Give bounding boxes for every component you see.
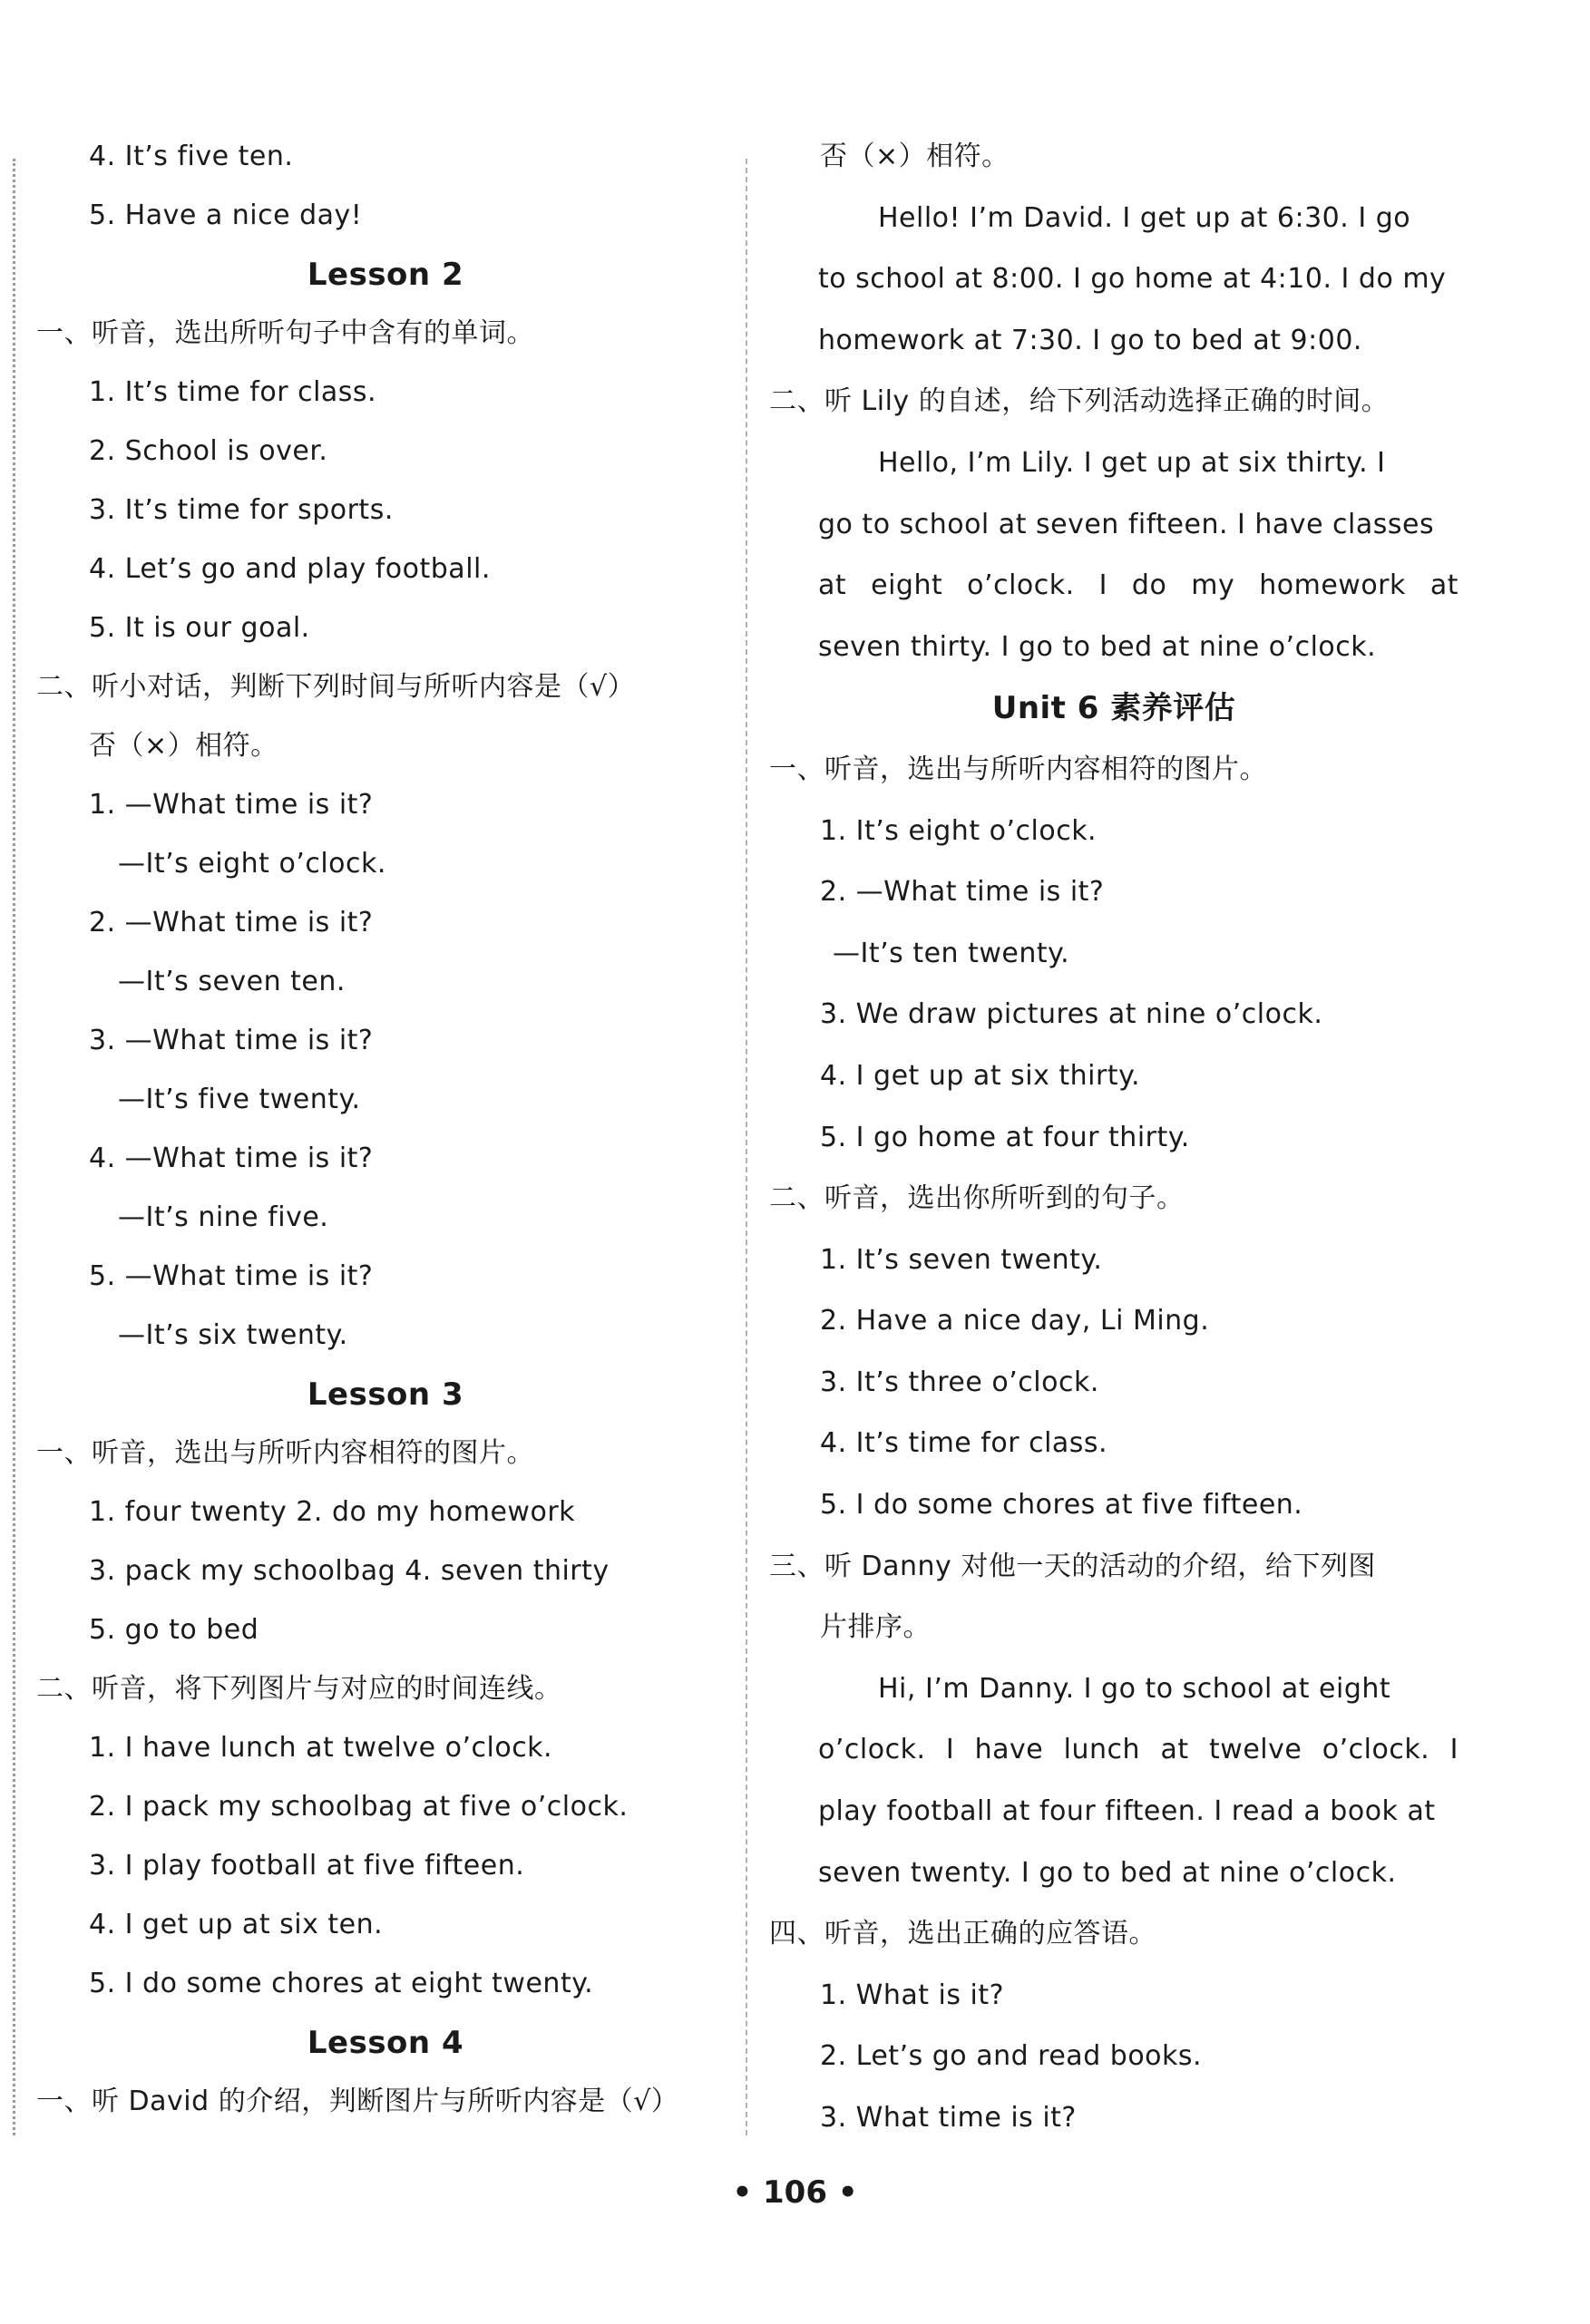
answer-line: 2. —What time is it?: [820, 876, 1105, 909]
answer-line: 4. It’s five ten.: [89, 141, 294, 172]
answer-line: 4. I get up at six ten.: [89, 1909, 384, 1940]
dialogue-reply-line: —It’s eight o’clock.: [118, 848, 386, 880]
transcript-line: Hello! I’m David. I get up at 6:30. I go: [878, 201, 1411, 234]
answer-line: 1. I have lunch at twelve o’clock.: [89, 1732, 553, 1764]
transcript-line: go to school at seven fifteen. I have classes: [818, 508, 1435, 540]
lesson-heading: Lesson 4: [307, 2025, 464, 2061]
exercise-instruction: 一、听音，选出与所听内容相符的图片。: [36, 1437, 534, 1469]
answer-line: 2. School is over.: [89, 435, 328, 467]
exercise-instruction: 一、听 David 的介绍，判断图片与所听内容是（√）: [36, 2086, 679, 2117]
answer-line: 5. Have a nice day!: [89, 199, 363, 231]
answer-line: 5. I go home at four thirty.: [820, 1121, 1190, 1153]
right-column: [769, 143, 1458, 2166]
answer-line: 3. pack my schoolbag 4. seven thirty: [89, 1555, 610, 1587]
exercise-instruction: 一、听音，选出与所听内容相符的图片。: [769, 753, 1267, 785]
answer-line: 3. What time is it?: [820, 2102, 1077, 2134]
answer-line: 2. —What time is it?: [89, 907, 374, 938]
answer-line: 5. I do some chores at eight twenty.: [89, 1968, 594, 1999]
exercise-instruction: 一、听音，选出所听句子中含有的单词。: [36, 317, 534, 349]
answer-line: 3. —What time is it?: [89, 1025, 374, 1056]
lesson-heading: Unit 6 素养评估: [991, 690, 1236, 727]
answer-line: 1. It’s seven twenty.: [820, 1243, 1103, 1276]
transcript-line: Hi, I’m Danny. I go to school at eight: [878, 1672, 1391, 1705]
exercise-instruction: 二、听 Lily 的自述，给下列活动选择正确的时间。: [769, 385, 1390, 418]
answer-line: 4. —What time is it?: [89, 1143, 374, 1174]
exercise-instruction: 四、听音，选出正确的应答语。: [769, 1918, 1156, 1950]
dialogue-reply-line: —It’s six twenty.: [118, 1319, 348, 1351]
answer-line: 2. Have a nice day, Li Ming.: [820, 1305, 1210, 1337]
exercise-instruction: 三、听 Danny 对他一天的活动的介绍，给下列图: [769, 1550, 1376, 1582]
answer-line: 3. It’s three o’clock.: [820, 1366, 1099, 1398]
transcript-line: seven twenty. I go to bed at nine o’clock.: [818, 1856, 1397, 1889]
answer-line: 3. I play football at five fifteen.: [89, 1850, 525, 1882]
answer-line: 3. It’s time for sports.: [89, 494, 394, 526]
transcript-line: Hello, I’m Lily. I get up at six thirty. I: [878, 446, 1386, 479]
answer-line: 1. four twenty 2. do my homework: [89, 1496, 576, 1528]
answer-line: 5. It is our goal.: [89, 612, 310, 644]
column-divider: [746, 159, 747, 2135]
answer-line: 5. I do some chores at five fifteen.: [820, 1489, 1303, 1522]
exercise-instruction: 二、听音，将下列图片与对应的时间连线。: [36, 1673, 562, 1705]
transcript-line: seven thirty. I go to bed at nine o’clock.: [818, 630, 1377, 663]
answer-line: 4. Let’s go and play football.: [89, 553, 491, 585]
lesson-heading: Lesson 3: [307, 1376, 464, 1413]
answer-line: 5. go to bed: [89, 1614, 259, 1646]
dialogue-reply-line: —It’s nine five.: [118, 1201, 329, 1233]
answer-line: 1. It’s time for class.: [89, 376, 377, 408]
exercise-instruction: 二、听音，选出你所听到的句子。: [769, 1182, 1185, 1215]
left-column: [36, 143, 735, 2147]
transcript-line: o’clock. I have lunch at twelve o’clock. I: [818, 1734, 1458, 1766]
answer-line: 1. What is it?: [820, 1979, 1005, 2011]
answer-line: 1. —What time is it?: [89, 789, 374, 821]
answer-line: 否（×）相符。: [820, 141, 1010, 172]
transcript-line: at eight o’clock. I do my homework at: [818, 569, 1458, 602]
exercise-instruction: 二、听小对话，判断下列时间与所听内容是（√）: [36, 671, 636, 703]
transcript-line: to school at 8:00. I go home at 4:10. I do my: [818, 263, 1447, 296]
dialogue-reply-line: —It’s ten twenty.: [833, 937, 1070, 969]
page-number: • 106 •: [732, 2174, 858, 2211]
lesson-heading: Lesson 2: [307, 257, 464, 293]
dialogue-reply-line: —It’s seven ten.: [118, 966, 346, 997]
left-margin-dotted-line: [13, 159, 15, 2135]
transcript-line: play football at four fifteen. I read a book at: [818, 1795, 1436, 1828]
answer-line: 4. I get up at six thirty.: [820, 1059, 1141, 1092]
dialogue-reply-line: —It’s five twenty.: [118, 1084, 361, 1115]
answer-line: 1. It’s eight o’clock.: [820, 814, 1097, 847]
answer-line: 5. —What time is it?: [89, 1260, 374, 1292]
answer-line: 片排序。: [820, 1611, 931, 1644]
answer-line: 否（×）相符。: [89, 730, 278, 762]
answer-line: 4. It’s time for class.: [820, 1427, 1108, 1460]
answer-line: 2. Let’s go and read books.: [820, 2040, 1203, 2073]
answer-line: 3. We draw pictures at nine o’clock.: [820, 998, 1323, 1031]
transcript-line: homework at 7:30. I go to bed at 9:00.: [818, 324, 1362, 356]
answer-line: 2. I pack my schoolbag at five o’clock.: [89, 1791, 629, 1823]
